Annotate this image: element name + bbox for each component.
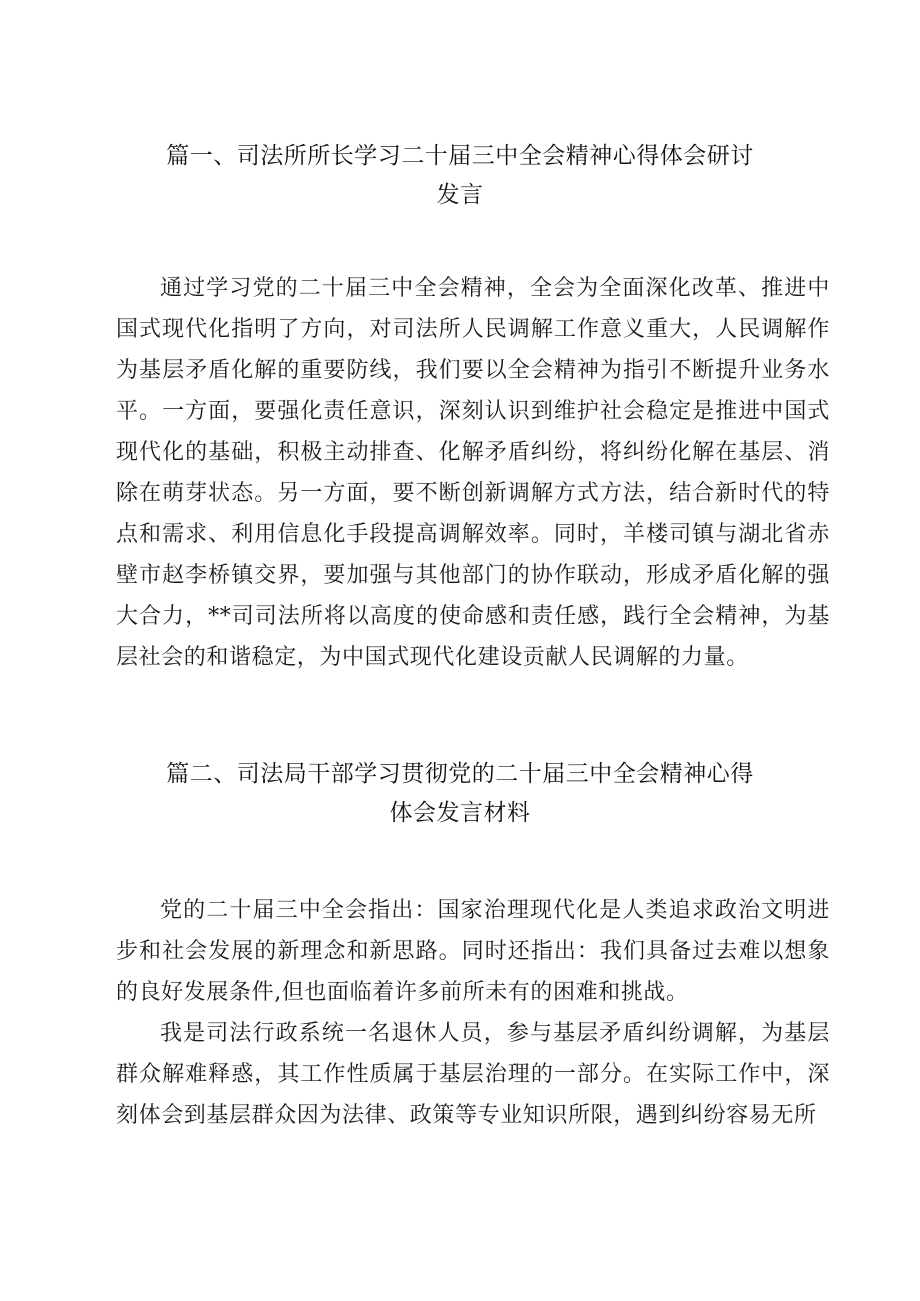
- section1-paragraph: 通过学习党的二十届三中全会精神，全会为全面深化改革、推进中国式现代化指明了方向，对司法所人民调解工作意义重大，人民调解作为基层矛盾化解的重要防线，我们要以全会精神为指引不断提升业务水平。一方面，要强化责任意识，深刻认识到维护社会稳定是推进中国式现代化的基础，积极主动排查、化解矛盾纠纷，将纠纷化解在基层、消除在萌芽状态。另一方面，要不断创新调解方式方法，结合新时代的特点和需求、利用信息化手段提高调解效率。同时，羊楼司镇与湖北省赤壁市赵李桥镇交界，要加强与其他部门的协作联动，形成矛盾化解的强大合力，**司司法所将以高度的使命感和责任感，践行全会精神，为基层社会的和谐稳定，为中国式现代化建设贡献人民调解的力量。: [116, 276, 830, 670]
- section2-paragraph-1: 党的二十届三中全会指出：国家治理现代化是人类追求政治文明进步和社会发展的新理念和新思路。同时还指出：我们具备过去难以想象的良好发展条件,但也面临着许多前所未有的困难和挑战。: [116, 898, 830, 1005]
- section2-title-line2: 体会发言材料: [389, 800, 531, 826]
- section1-title: [0, 140, 920, 212]
- section1-title-line2: 发言: [436, 182, 484, 208]
- section2-paragraph-2: 我是司法行政系统一名退休人员，参与基层矛盾纠纷调解，为基层群众解难释惑，其工作性质属于基层治理的一部分。在实际工作中，深刻体会到基层群众因为法律、政策等专业知识所限，遇到纠纷容易无所: [116, 1021, 830, 1128]
- section2-title-line1: 篇二、司法局干部学习贯彻党的二十届三中全会精神心得: [166, 761, 754, 787]
- section2-body: [116, 890, 830, 1136]
- section1-body: [116, 268, 830, 678]
- section1-title-line1: 篇一、司法所所长学习二十届三中全会精神心得体会研讨: [166, 143, 754, 169]
- section2-title: [0, 758, 920, 830]
